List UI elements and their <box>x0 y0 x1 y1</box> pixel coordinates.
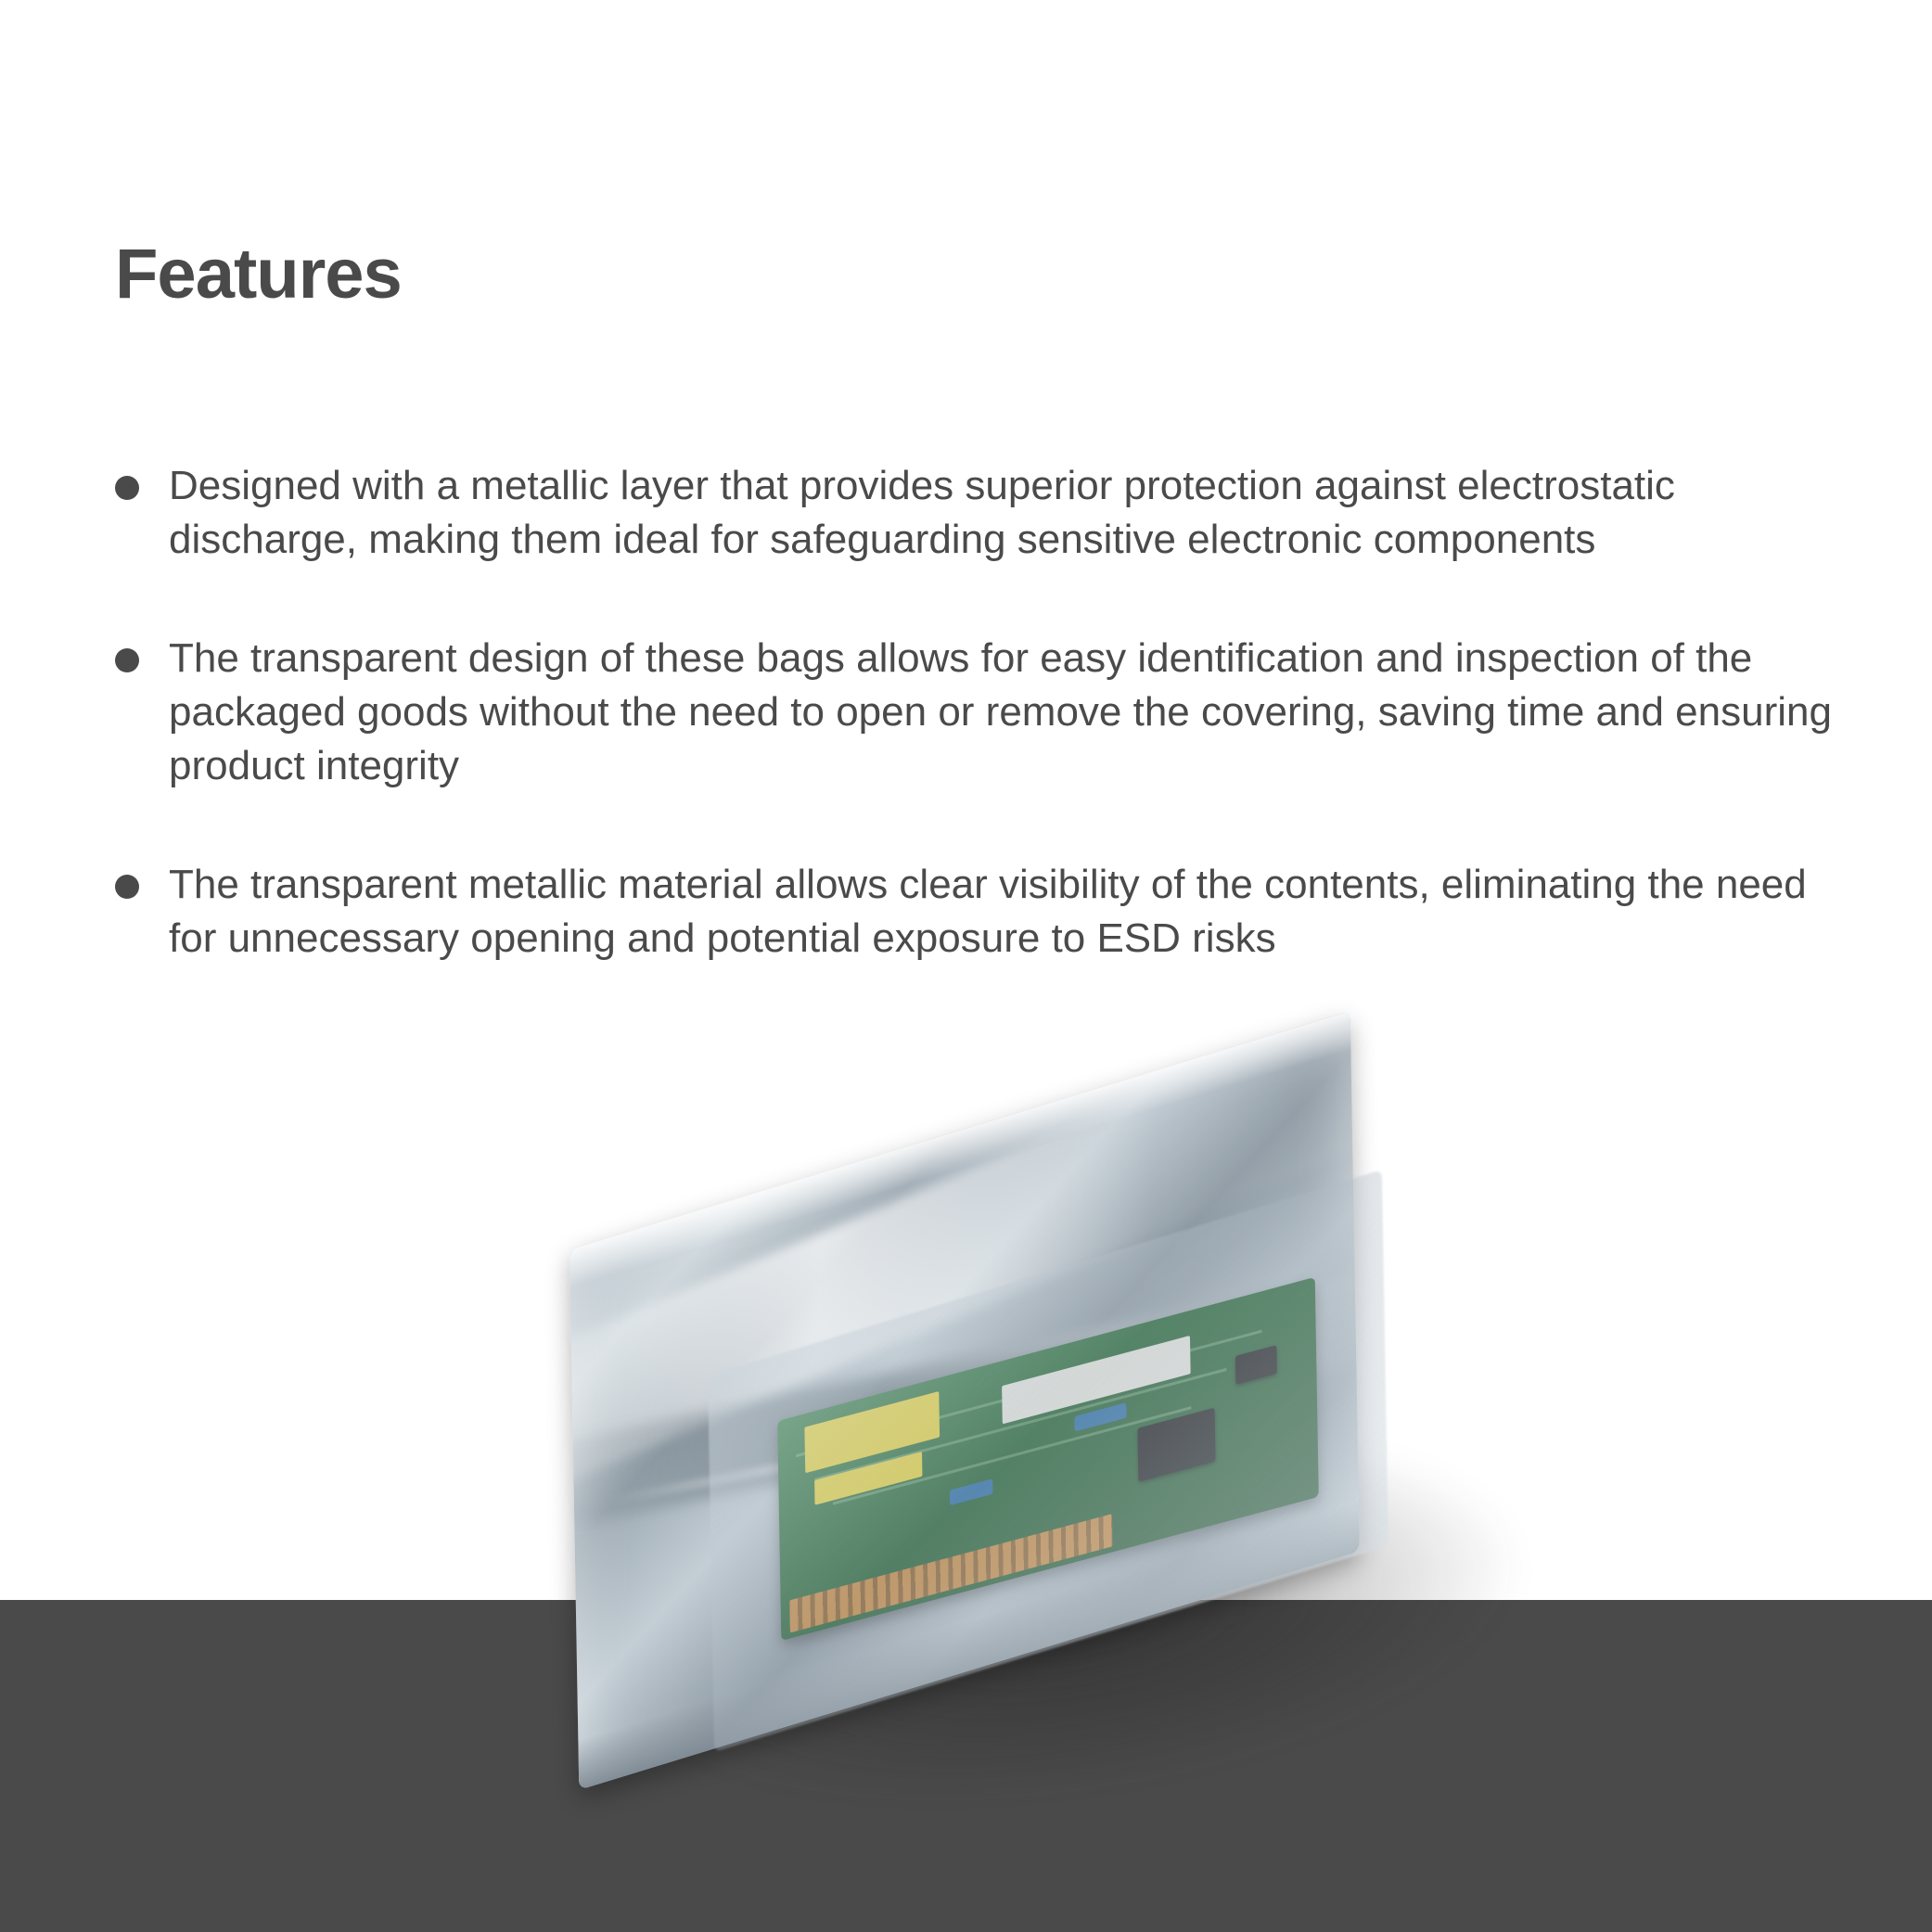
list-item <box>115 858 1840 966</box>
bullet-icon <box>115 875 139 899</box>
product-image <box>557 1141 1540 1827</box>
feature-text: The transparent design of these bags allows for easy identification and inspection of the packaged goods without the need to open or remove the covering, saving time and ensuring product integrity <box>169 635 1832 789</box>
feature-text: Designed with a metallic layer that provides superior protection against electrostatic discharge, making them ideal for safeguarding sensitive electronic components <box>169 463 1675 563</box>
board-chip <box>1235 1345 1277 1385</box>
features-list <box>115 459 1840 1031</box>
board-capacitor <box>950 1478 993 1505</box>
bullet-icon <box>115 476 139 500</box>
bullet-icon <box>115 648 139 672</box>
page-title: Features <box>115 235 402 313</box>
feature-text: The transparent metallic material allows clear visibility of the contents, eliminating the need for unnecessary opening and potential exposure to ESD risks <box>169 862 1807 962</box>
list-item <box>115 459 1840 567</box>
list-item <box>115 632 1840 793</box>
